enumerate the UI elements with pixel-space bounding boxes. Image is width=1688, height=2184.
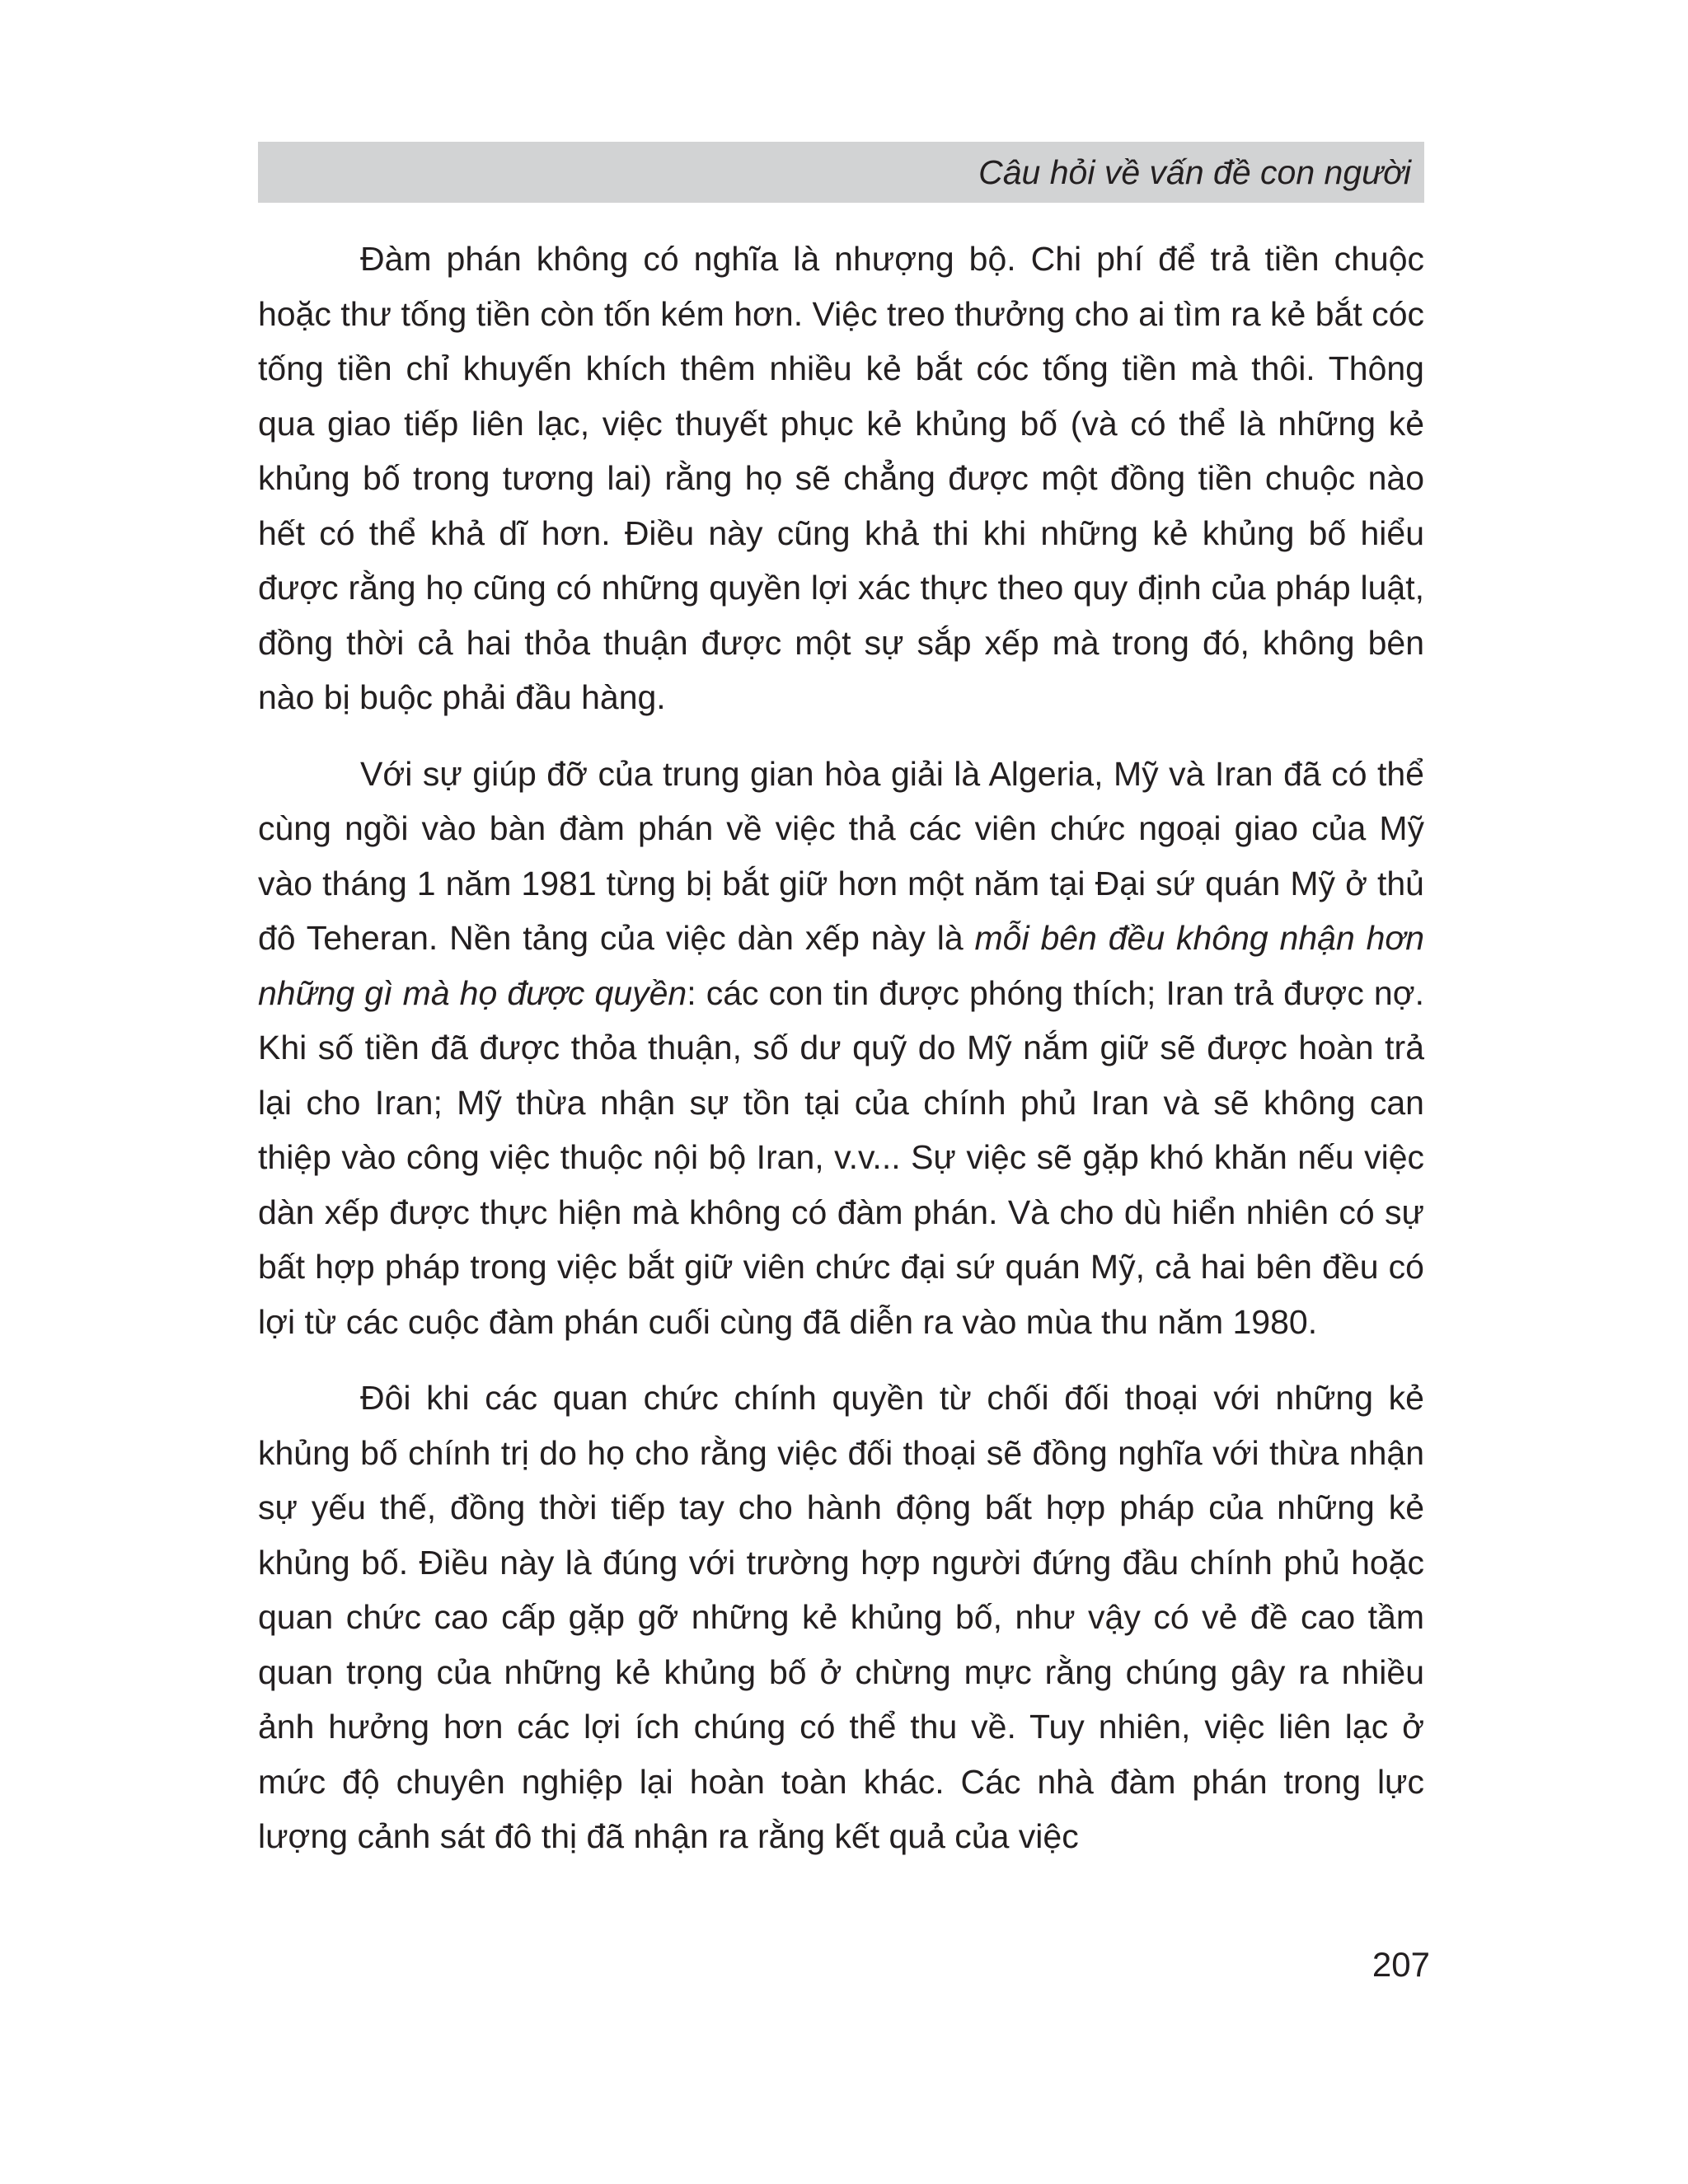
running-header xyxy=(258,142,1424,203)
paragraph-2-text-before: Với sự giúp đỡ của trung gian hòa giải là Algeria, Mỹ và Iran đã có thể cùng ngồi vào bàn đàm phán về việc thả các viên chức ngoại giao của Mỹ vào tháng 1 năm 1981 từng bị bắt giữ hơn một năm tại Đại sứ quán Mỹ ở thủ đô Teheran. Nền tảng của việc dàn xếp này là xyxy=(258,754,1424,957)
paragraph-2-emphasis: mỗi bên đều không nhận hơn những gì mà họ được quyền xyxy=(258,919,1424,1012)
paragraph-1: Đàm phán không có nghĩa là nhượng bộ. Chi phí để trả tiền chuộc hoặc thư tống tiền còn tốn kém hơn. Việc treo thưởng cho ai tìm ra kẻ bắt cóc tống tiền chỉ khuyến khích thêm nhiều kẻ bắt cóc tống tiền mà thôi. Thông qua giao tiếp liên lạc, việc thuyết phục kẻ khủng bố (và có thể là những kẻ khủng bố trong tương lai) rằng họ sẽ chẳng được một đồng tiền chuộc nào hết có thể khả dĩ hơn. Điều này cũng khả thi khi những kẻ khủng bố hiểu được rằng họ cũng có những quyền lợi xác thực theo quy định của pháp luật, đồng thời cả hai thỏa thuận được một sự sắp xếp mà trong đó, không bên nào bị buộc phải đầu hàng. xyxy=(258,240,1424,716)
paragraph-2 xyxy=(258,747,1424,1350)
body-text xyxy=(258,232,1424,1886)
page-number: 207 xyxy=(1372,1945,1430,1984)
running-header-title: Câu hỏi về vấn đề con người xyxy=(978,152,1411,191)
paragraph-2-text-after: : các con tin được phóng thích; Iran trả được nợ. Khi số tiền đã được thỏa thuận, số dư quỹ do Mỹ nắm giữ sẽ được hoàn trả lại cho Iran; Mỹ thừa nhận sự tồn tại của chính phủ Iran và sẽ không can thiệp vào công việc thuộc nội bộ Iran, v.v... Sự việc sẽ gặp khó khăn nếu việc dàn xếp được thực hiện mà không có đàm phán. Và cho dù hiển nhiên có sự bất hợp pháp trong việc bắt giữ viên chức đại sứ quán Mỹ, cả hai bên đều có lợi từ các cuộc đàm phán cuối cùng đã diễn ra vào mùa thu năm 1980. xyxy=(258,973,1425,1341)
paragraph-3: Đôi khi các quan chức chính quyền từ chối đối thoại với những kẻ khủng bố chính trị do họ cho rằng việc đối thoại sẽ đồng nghĩa với thừa nhận sự yếu thế, đồng thời tiếp tay cho hành động bất hợp pháp của những kẻ khủng bố. Điều này là đúng với trường hợp người đứng đầu chính phủ hoặc quan chức cao cấp gặp gỡ những kẻ khủng bố, như vậy có vẻ đề cao tầm quan trọng của những kẻ khủng bố ở chừng mực rằng chúng gây ra nhiều ảnh hưởng hơn các lợi ích chúng có thể thu về. Tuy nhiên, việc liên lạc ở mức độ chuyên nghiệp lại hoàn toàn khác. Các nhà đàm phán trong lực lượng cảnh sát đô thị đã nhận ra rằng kết quả của việc xyxy=(258,1379,1424,1855)
